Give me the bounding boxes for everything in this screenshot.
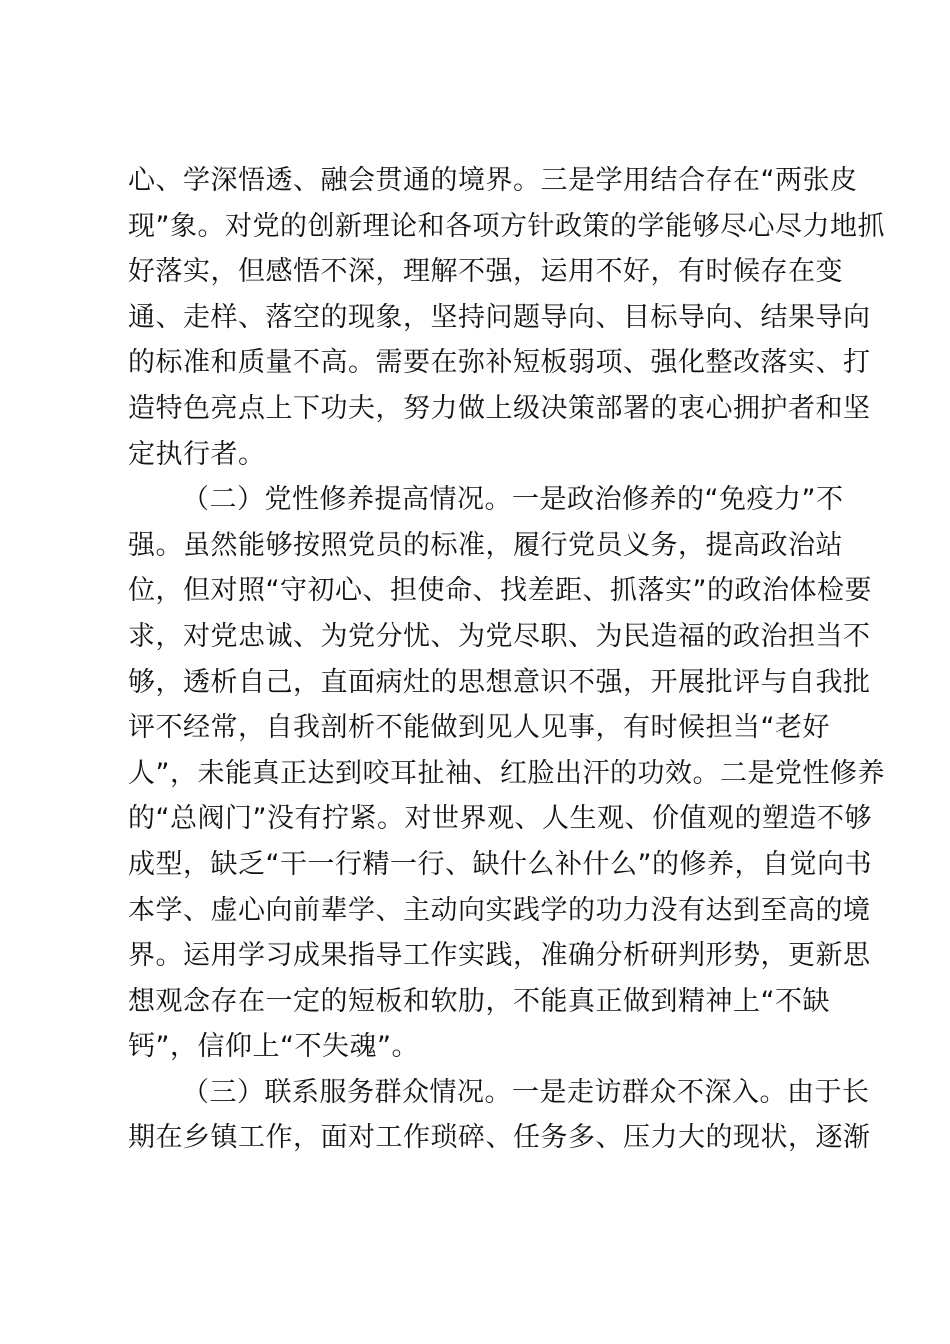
text-line: 定执行者。 (128, 438, 266, 470)
text-line: 想观念存在一定的短板和软肋，不能真正做到精神上“不缺 (128, 985, 830, 1017)
body-text (128, 158, 885, 1161)
text-line: 造特色亮点上下功夫，努力做上级决策部署的衷心拥护者和坚 (128, 392, 871, 424)
text-line: 期在乡镇工作，面对工作琐碎、任务多、压力大的现状，逐渐 (128, 1122, 871, 1154)
text-line: 够，透析自己，直面病灶的思想意识不强，开展批评与自我批 (128, 666, 871, 698)
text-line: 本学、虚心向前辈学、主动向实践学的功力没有达到至高的境 (128, 894, 871, 926)
text-line: 求，对党忠诚、为党分忧、为党尽职、为民造福的政治担当不 (128, 620, 871, 652)
paragraph-start-line: （二）党性修养提高情况。一是政治修养的“免疫力”不 (182, 484, 844, 516)
text-line: 现”象。对党的创新理论和各项方针政策的学能够尽心尽力地抓 (128, 210, 885, 242)
text-line: 好落实，但感悟不深，理解不强，运用不好，有时候存在变 (128, 256, 843, 288)
text-line: 评不经常，自我剖析不能做到见人见事，有时候担当“老好 (128, 712, 830, 744)
text-line: 通、走样、落空的现象，坚持问题导向、目标导向、结果导向 (128, 301, 871, 333)
text-line: 人”，未能真正达到咬耳扯袖、红脸出汗的功效。二是党性修养 (128, 757, 885, 789)
text-line: 界。运用学习成果指导工作实践，准确分析研判形势，更新思 (128, 940, 871, 972)
text-line: 强。虽然能够按照党员的标准，履行党员义务，提高政治站 (128, 529, 843, 561)
text-line: 的标准和质量不高。需要在弥补短板弱项、强化整改落实、打 (128, 347, 871, 379)
paragraph-start-line: （三）联系服务群众情况。一是走访群众不深入。由于长 (182, 1076, 870, 1108)
text-line: 位，但对照“守初心、担使命、找差距、抓落实”的政治体检要 (128, 575, 872, 607)
text-line: 成型，缺乏“干一行精一行、缺什么补什么”的修养，自觉向书 (128, 848, 872, 880)
text-line: 心、学深悟透、融会贯通的境界。三是学用结合存在“两张皮 (128, 165, 858, 196)
text-line: 钙”，信仰上“不失魂”。 (128, 1031, 419, 1063)
text-line: 的“总阀门”没有拧紧。对世界观、人生观、价值观的塑造不够 (128, 803, 872, 835)
